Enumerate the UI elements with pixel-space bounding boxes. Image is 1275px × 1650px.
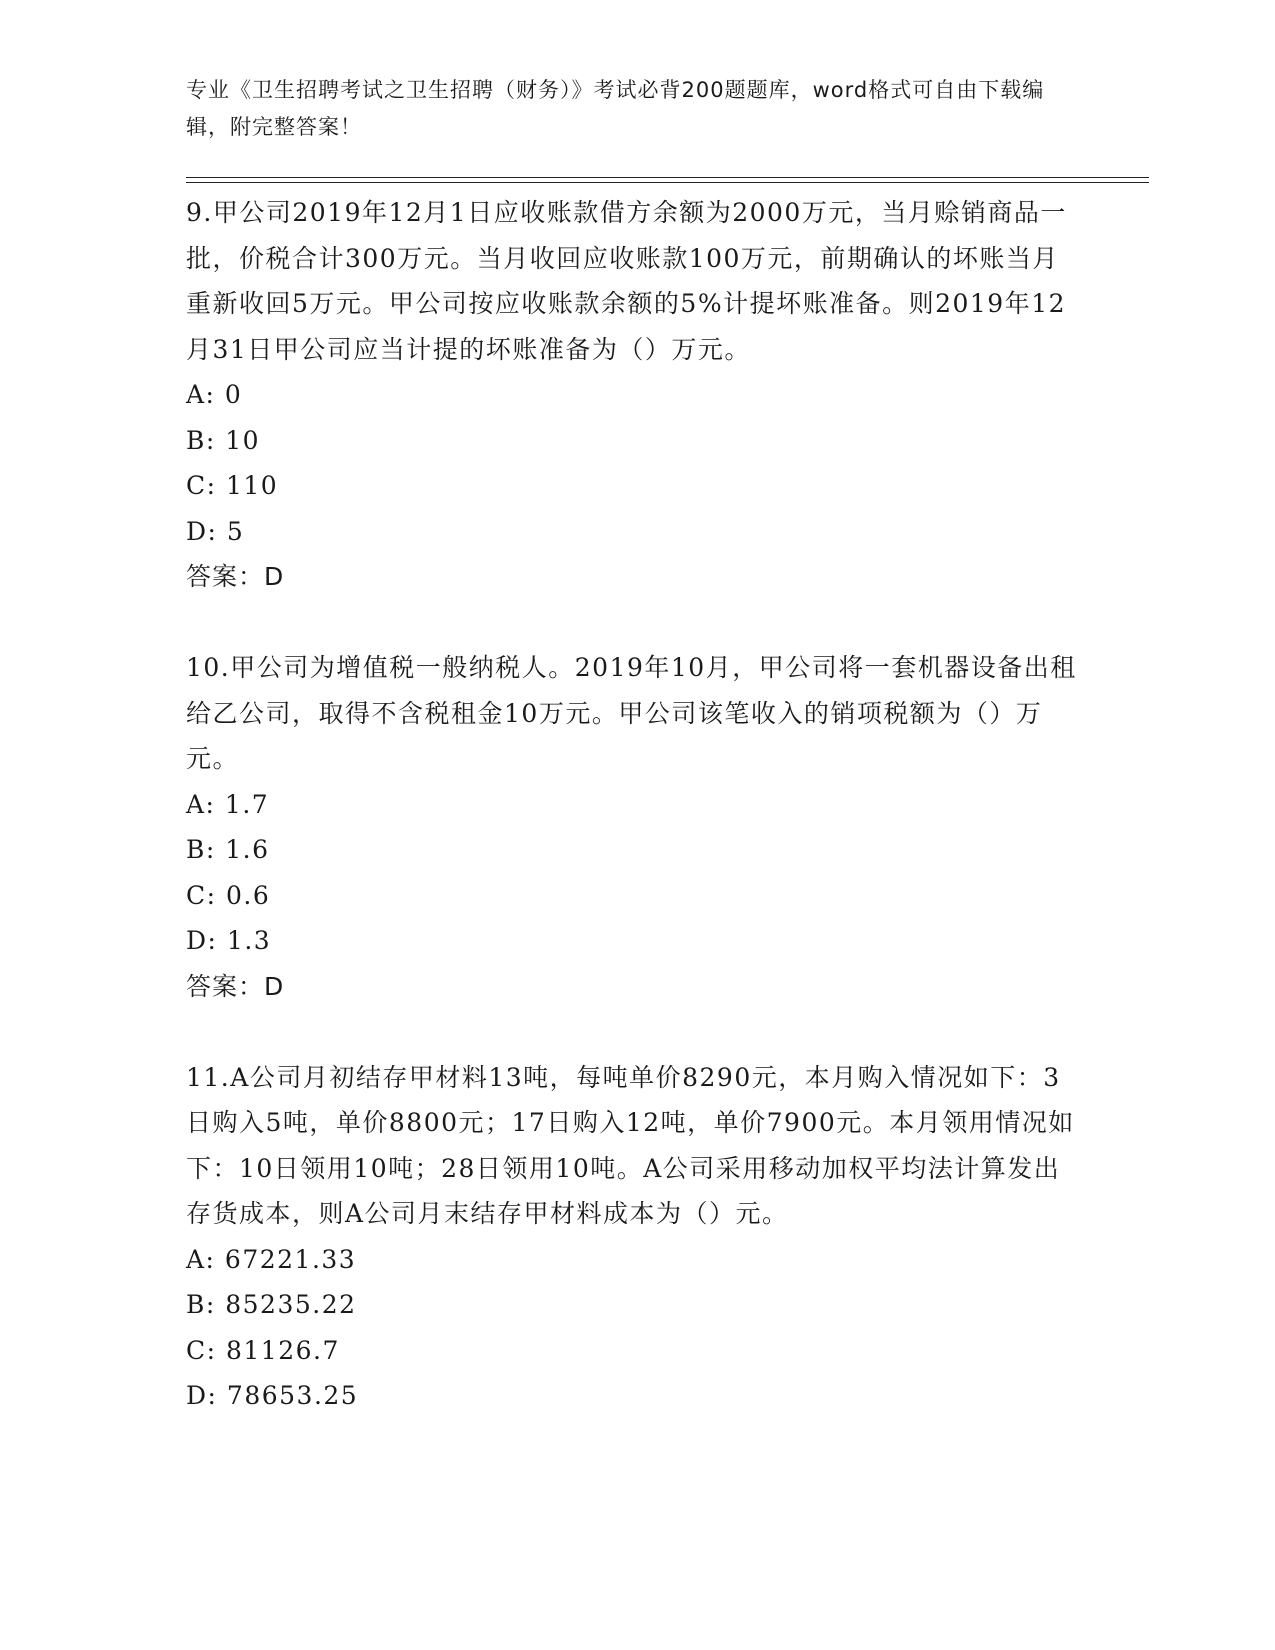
option-a: A: 1.7 [186, 789, 270, 819]
question-9 [186, 190, 1086, 600]
question-text: 11.A公司月初结存甲材料13吨，每吨单价8290元，本月购入情况如下：3日购入5吨，单价8800元；17日购入12吨，单价7900元。本月领用情况如下：10日领用10吨；28日领用10吨。A公司采用移动加权平均法计算发出存货成本，则A公司月末结存甲材料成本为（）元。 [186, 1062, 1075, 1228]
option-b: B: 85235.22 [186, 1290, 357, 1319]
option-d: D: 78653.25 [186, 1381, 359, 1410]
question-spacer [186, 1009, 1086, 1055]
option-c: C: 110 [186, 471, 279, 500]
header-divider-top [186, 177, 1149, 178]
question-text: 10.甲公司为增值税一般纳税人。2019年10月，甲公司将一套机器设备出租给乙公司，取得不含税租金10万元。甲公司该笔收入的销项税额为（）万元。 [186, 653, 1077, 773]
option-c: C: 0.6 [186, 880, 271, 910]
document-header [186, 72, 1066, 146]
question-spacer [186, 600, 1086, 646]
option-b: B: 1.6 [186, 835, 270, 864]
option-a: A: 0 [186, 380, 243, 409]
question-list [186, 190, 1086, 1419]
header-divider-bottom [186, 182, 1149, 183]
header-intro-text: 专业《卫生招聘考试之卫生招聘（财务）》考试必背200题题库，word格式可自由下载编辑，附完整答案！ [186, 78, 1045, 139]
question-11 [186, 1055, 1086, 1419]
question-text: 9.甲公司2019年12月1日应收账款借方余额为2000万元，当月赊销商品一批，价税合计300万元。当月收回应收账款100万元，前期确认的坏账当月重新收回5万元。甲公司按应收账款余额的5%计提坏账准备。则2019年12月31日甲公司应当计提的坏账准备为（）万元。 [186, 198, 1067, 364]
option-d: D: 1.3 [186, 926, 272, 955]
question-10 [186, 645, 1086, 1009]
option-a: A: 67221.33 [186, 1244, 357, 1274]
option-c: C: 81126.7 [186, 1335, 340, 1365]
answer-label: 答案：D [186, 971, 285, 1001]
answer-label: 答案：D [186, 562, 285, 591]
option-b: B: 10 [186, 425, 261, 455]
option-d: D: 5 [186, 516, 245, 546]
